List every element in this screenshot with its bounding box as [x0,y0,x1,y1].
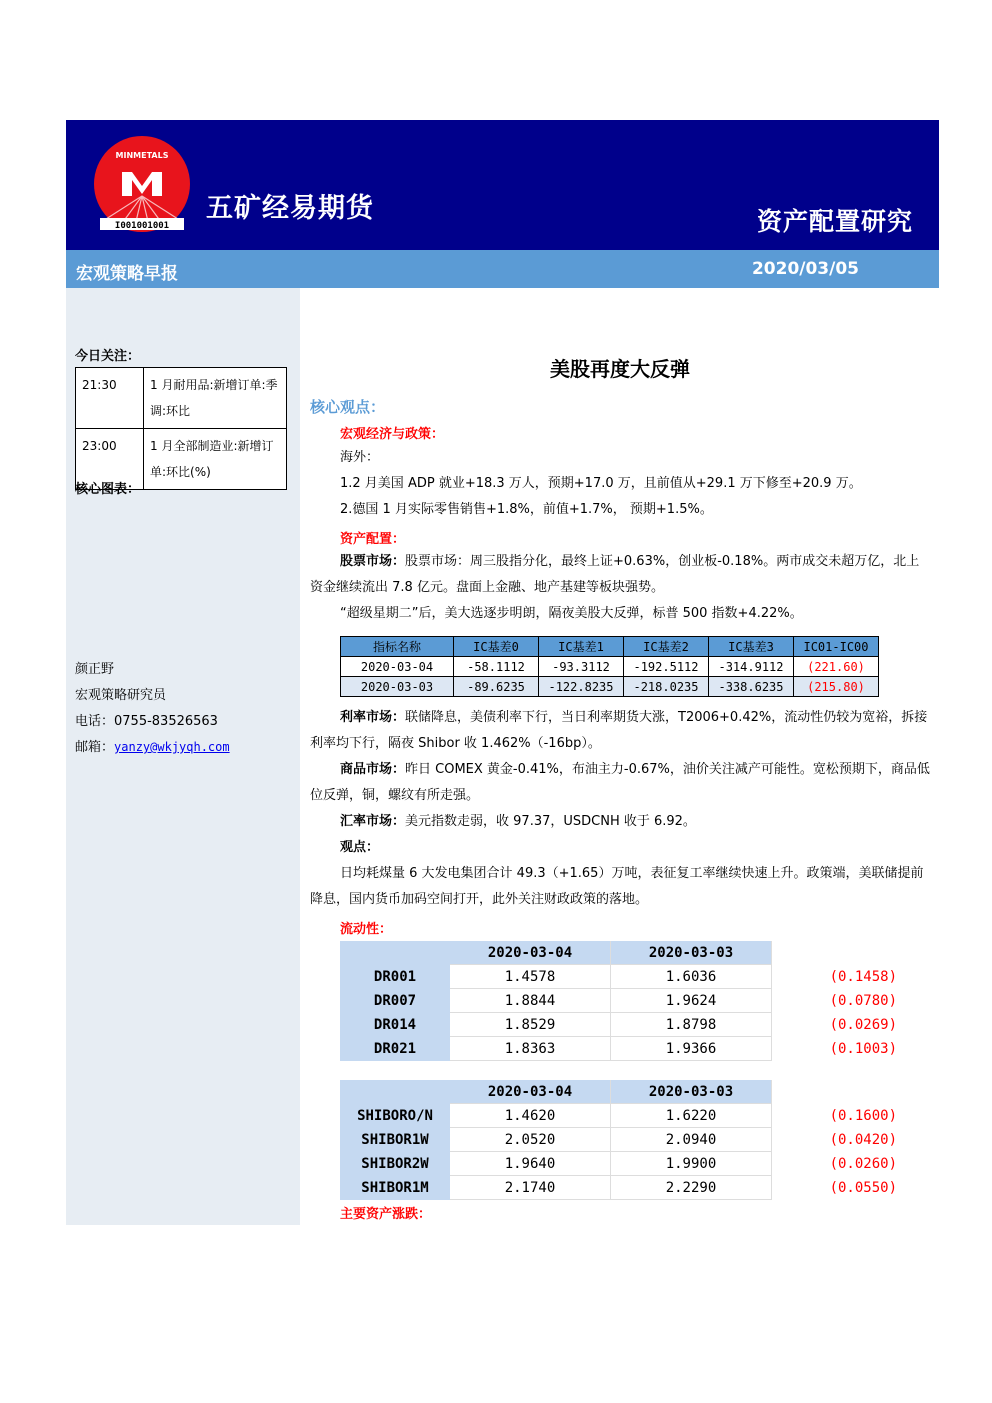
table-cell: (0.0550) [829,1179,897,1196]
table-cell: 2.0520 [450,1128,611,1152]
table-cell: 2.0940 [611,1128,772,1152]
table-cell: 1.8529 [450,1013,611,1037]
report-series: 资产配置研究 [756,207,913,236]
table-cell: 2020-03-04 [341,657,454,677]
table-header: 指标名称 [341,637,454,657]
rate-paragraph [310,705,930,757]
page-title: 美股再度大反弹 [550,357,690,381]
minmetals-logo [92,134,192,234]
table-cell: 1.9900 [611,1152,772,1176]
macro-heading: 宏观经济与政策： [340,427,445,442]
today-label: 今日关注： [75,349,141,364]
dr-rate-table [340,941,899,1061]
table-cell: 1.6220 [611,1104,772,1128]
table-header: IC01-IC00 [794,637,879,657]
event-desc: 1 月耐用品:新增订单:季调:环比 [144,368,287,429]
rate-label: 利率市场： [340,710,406,725]
fx-text: 美元指数走弱，收 97.37，USDCNH 收于 6.92。 [405,814,696,829]
fx-paragraph [310,809,930,835]
rate-text: 联储降息，美债利率下行，当日利率期货大涨，T2006+0.42%，流动性仍较为宽裕，拆接利率均下行，隔夜 Shibor 收 1.462%（-16bp）。 [310,710,928,751]
shibor-table [340,1080,899,1200]
table-row [340,1128,899,1152]
sidebar [66,288,300,1225]
overseas-label: 海外： [340,450,380,465]
table-header: 2020-03-04 [450,941,611,965]
table-cell: DR021 [340,1037,450,1061]
table-cell: (0.1600) [829,1107,897,1124]
table-cell: 2.2290 [611,1176,772,1200]
table-header [772,1080,900,1104]
table-cell: 1.4620 [450,1104,611,1128]
svg-text:MINMETALS: MINMETALS [115,151,169,160]
table-cell: DR014 [340,1013,450,1037]
table-row [340,965,899,989]
author-email-row [75,736,230,755]
equity-label: 股票市场： [340,554,406,569]
event-time: 23:00 [76,429,144,490]
view-label: 观点： [340,840,380,855]
table-cell: -218.0235 [624,677,709,697]
equity-paragraph-2: “超级星期二”后，美大选逐步明朗，隔夜美股大反弹，标普 500 指数+4.22%。 [340,606,803,621]
table-cell: 1.4578 [450,965,611,989]
report-date: 2020/03/05 [751,259,859,279]
table-cell: (0.0269) [829,1016,897,1033]
table-cell: (215.80) [794,677,879,697]
macro-item-1: 1.2 月美国 ADP 就业+18.3 万人，预期+17.0 万，且前值从+29.1 万下修至+20.9 万。 [340,476,862,491]
view-paragraph-label [310,835,960,861]
table-cell: -314.9112 [709,657,794,677]
equity-paragraph [310,549,930,601]
event-time: 21:30 [76,368,144,429]
table-cell: 1.9624 [611,989,772,1013]
commodity-paragraph [310,757,930,809]
table-cell: 1.9640 [450,1152,611,1176]
table-cell: SHIBOR1M [340,1176,450,1200]
core-chart-label: 核心图表： [75,482,141,497]
core-view-heading: 核心观点： [310,398,386,416]
table-header [340,1080,450,1104]
svg-text:I001001001: I001001001 [114,221,170,231]
author-title: 宏观策略研究员 [75,688,167,703]
asset-heading: 资产配置： [340,532,406,547]
table-cell: (0.1003) [829,1040,897,1057]
table-cell: 1.9366 [611,1037,772,1061]
sub-header-bar [66,250,939,288]
table-cell: -122.8235 [539,677,624,697]
author-name: 颜正野 [75,662,115,677]
table-cell: SHIBOR1W [340,1128,450,1152]
table-cell: -89.6235 [454,677,539,697]
report-header [66,120,939,250]
table-cell: 1.6036 [611,965,772,989]
table-cell: SHIBORO/N [340,1104,450,1128]
table-header: 2020-03-03 [611,941,772,965]
table-header: IC基差0 [454,637,539,657]
equity-text: 股票市场：周三股指分化，最终上证+0.63%，创业板-0.18%。两市成交未超万亿，北上资金继续流出 7.8 亿元。盘面上金融、地产基建等板块强势。 [310,554,920,595]
table-cell: -93.3112 [539,657,624,677]
table-row [340,1013,899,1037]
table-cell: -338.6235 [709,677,794,697]
table-row [76,368,287,429]
commodity-text: 昨日 COMEX 黄金-0.41%，布油主力-0.67%，油价关注减产可能性。宽松预期下，商品低位反弹，铜，螺纹有所走强。 [310,762,930,803]
event-desc: 1 月全部制造业:新增订单:环比(%) [144,429,287,490]
table-cell: DR007 [340,989,450,1013]
table-header: IC基差3 [709,637,794,657]
today-events-table [75,367,287,490]
table-header-row [340,1080,899,1104]
table-row [341,677,879,697]
table-cell: -192.5112 [624,657,709,677]
table-cell: DR001 [340,965,450,989]
table-row [340,1104,899,1128]
author-phone: 电话：0755-83526563 [75,714,218,729]
table-cell: (0.0780) [829,992,897,1009]
view-paragraph: 日均耗煤量 6 大发电集团合计 49.3（+1.65）万吨，表征复工率继续快速上升。政策端，美联储提前降息，国内货币加码空间打开，此外关注财政政策的落地。 [310,866,924,907]
table-cell: (0.1458) [829,968,897,985]
company-name: 五矿经易期货 [206,193,374,224]
commodity-label: 商品市场： [340,762,406,777]
table-row [340,989,899,1013]
report-name: 宏观策略早报 [76,264,178,284]
ic-basis-table [340,636,879,697]
table-row [340,1152,899,1176]
table-cell: 1.8798 [611,1013,772,1037]
liquidity-heading: 流动性： [340,922,393,937]
table-row [341,657,879,677]
table-header-row [341,637,879,657]
table-header: 2020-03-03 [611,1080,772,1104]
table-cell: SHIBOR2W [340,1152,450,1176]
table-cell: 1.8363 [450,1037,611,1061]
table-cell: 2020-03-03 [341,677,454,697]
table-header: IC基差1 [539,637,624,657]
table-cell: 2.1740 [450,1176,611,1200]
table-cell: -58.1112 [454,657,539,677]
macro-item-2: 2.德国 1 月实际零售销售+1.8%，前值+1.7%， 预期+1.5%。 [340,502,713,517]
table-header [340,941,450,965]
table-row [340,1037,899,1061]
table-cell: (0.0260) [829,1155,897,1172]
major-assets-heading: 主要资产涨跌： [340,1207,432,1222]
table-cell: (0.0420) [829,1131,897,1148]
table-header-row [340,941,899,965]
table-header [772,941,900,965]
table-cell: (221.60) [794,657,879,677]
email-link[interactable]: yanzy@wkjyqh.com [114,740,230,754]
table-header: 2020-03-04 [450,1080,611,1104]
table-row [340,1176,899,1200]
fx-label: 汇率市场： [340,814,406,829]
table-cell: 1.8844 [450,989,611,1013]
table-header: IC基差2 [624,637,709,657]
email-label: 邮箱： [75,740,115,755]
